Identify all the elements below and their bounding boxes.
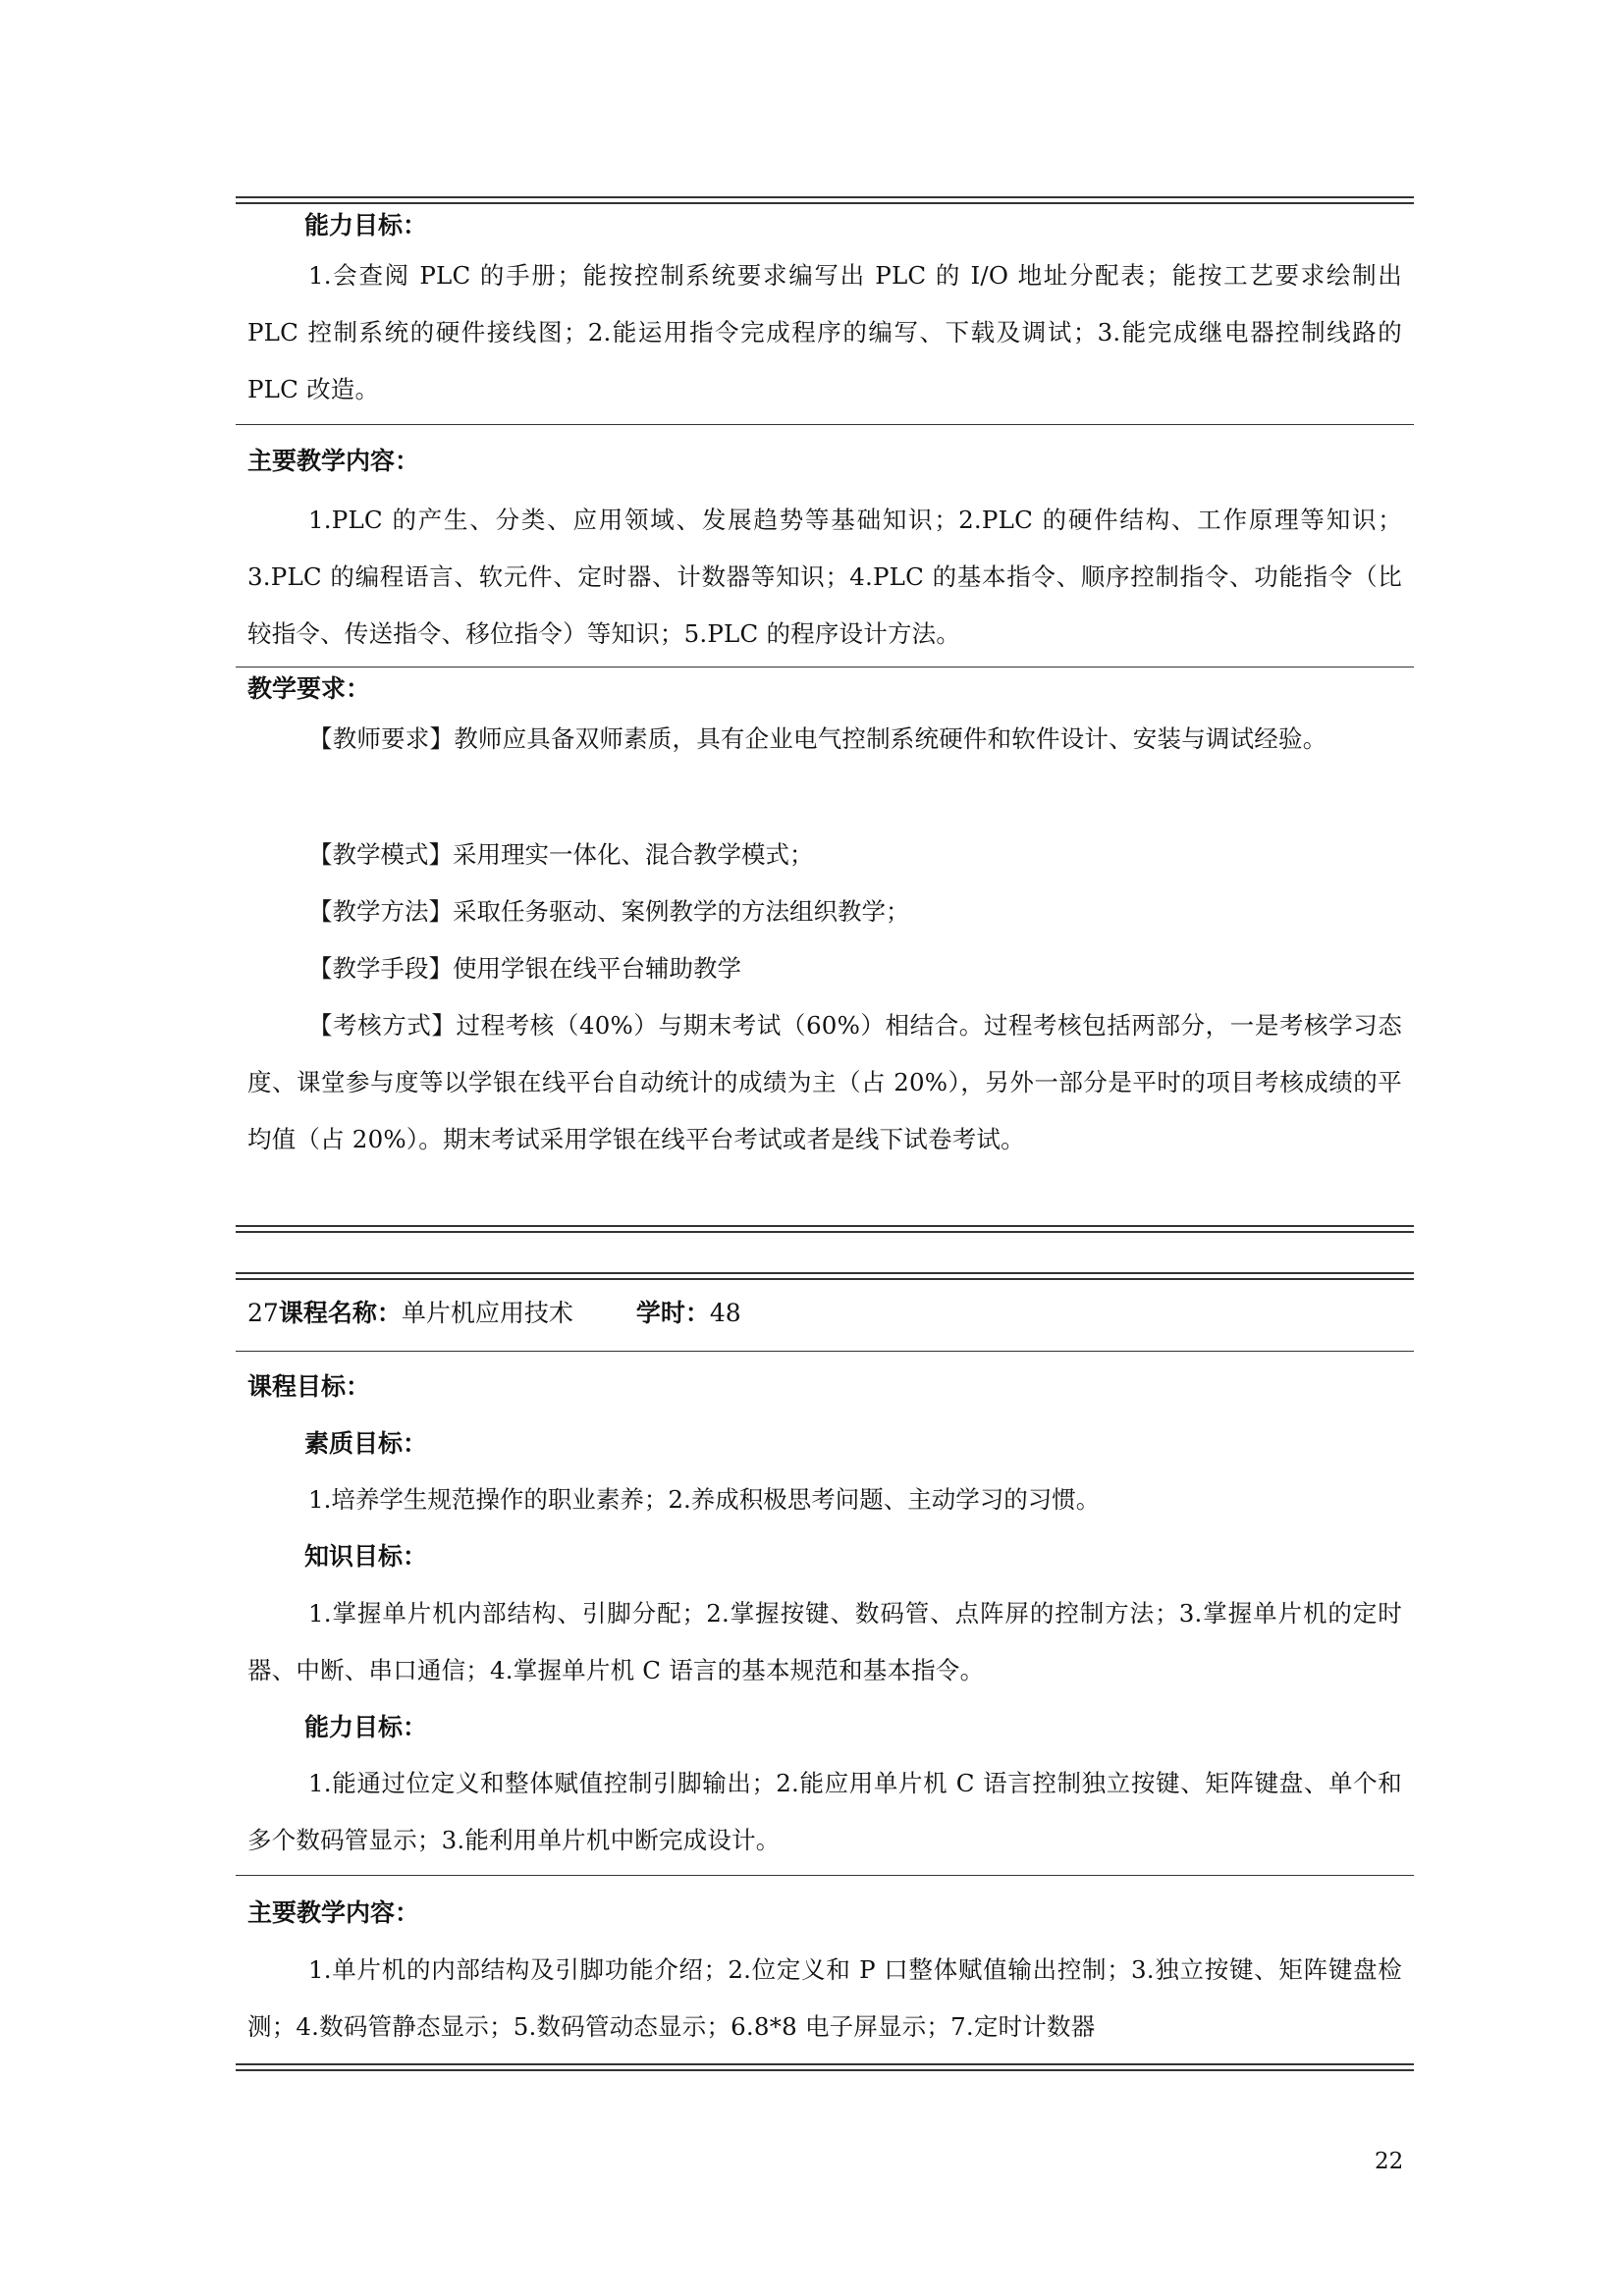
course-name: 单片机应用技术 xyxy=(401,1299,573,1327)
section2-ability-heading: 能力目标： xyxy=(304,1713,428,1741)
section2-knowledge-heading: 知识目标： xyxy=(304,1542,428,1571)
section2-knowledge-text: 1.掌握单片机内部结构、引脚分配；2.掌握按键、数码管、点阵屏的控制方法；3.掌握单片机的定时器、中断、串口通信；4.掌握单片机 C 语言的基本规范和基本指令。 xyxy=(247,1599,1402,1684)
section1-ability-text: 1.会查阅 PLC 的手册；能按控制系统要求编写出 PLC 的 I/O 地址分配表；能按工艺要求绘制出 PLC 控制系统的硬件接线图；2.能运用指令完成程序的编写、下载及调试；3.能完成继电器控制线路的 PLC 改造。 xyxy=(247,261,1402,403)
section1-teaching-mode: 【教学模式】采用理实一体化、混合教学模式； xyxy=(308,840,814,869)
course-name-label: 课程名称： xyxy=(278,1299,402,1327)
section1-content-heading: 主要教学内容： xyxy=(247,447,420,475)
section2-quality-heading: 素质目标： xyxy=(304,1429,428,1458)
course-title-row xyxy=(236,1294,1414,1333)
section1-bottom-rule xyxy=(236,1225,1414,1233)
section2-ability-text: 1.能通过位定义和整体赋值控制引脚输出；2.能应用单片机 C 语言控制独立按键、矩阵键盘、单个和多个数码管显示；3.能利用单片机中断完成设计。 xyxy=(247,1769,1402,1854)
course-hours: 48 xyxy=(709,1299,741,1327)
section2-top-rule xyxy=(236,1272,1414,1280)
section1-top-rule xyxy=(236,196,1414,204)
section1-requirement-heading: 教学要求： xyxy=(247,674,371,703)
section2-rule-2 xyxy=(236,1875,1414,1876)
section2-rule-1 xyxy=(236,1351,1414,1352)
section2-objective-heading: 课程目标： xyxy=(247,1372,371,1401)
section2-content-heading: 主要教学内容： xyxy=(247,1898,420,1927)
section2-content-text: 1.单片机的内部结构及引脚功能介绍；2.位定义和 P 口整体赋值输出控制；3.独立按键、矩阵键盘检测；4.数码管静态显示；5.数码管动态显示；6.8*8 电子屏显示；7.定时计数器 xyxy=(247,1955,1402,2041)
section2-bottom-rule xyxy=(236,2063,1414,2071)
section2-quality-text: 1.培养学生规范操作的职业素养；2.养成积极思考问题、主动学习的习惯。 xyxy=(308,1485,1101,1514)
section1-ability-heading: 能力目标： xyxy=(304,211,428,240)
section1-assessment: 【考核方式】过程考核（40%）与期末考试（60%）相结合。过程考核包括两部分，一是考核学习态度、课堂参与度等以学银在线平台自动统计的成绩为主（占 20%），另外一部分是平时的项目考核成绩的平均值（占 20%）。期末考试采用学银在线平台考试或者是线下试卷考试。 xyxy=(247,1011,1402,1153)
course-hours-label: 学时： xyxy=(635,1299,710,1327)
section1-content-text: 1.PLC 的产生、分类、应用领域、发展趋势等基础知识；2.PLC 的硬件结构、工作原理等知识；3.PLC 的编程语言、软元件、定时器、计数器等知识；4.PLC 的基本指令、顺序控制指令、功能指令（比较指令、传送指令、移位指令）等知识；5.PLC 的程序设计方法。 xyxy=(247,506,1402,648)
course-number: 27 xyxy=(247,1299,279,1327)
section1-rule-1 xyxy=(236,424,1414,425)
section1-teacher-requirement: 【教师要求】教师应具备双师素质，具有企业电气控制系统硬件和软件设计、安装与调试经验。 xyxy=(308,724,1327,753)
page-number: 22 xyxy=(1375,2149,1404,2174)
section1-teaching-method: 【教学方法】采取任务驱动、案例教学的方法组织教学； xyxy=(308,897,910,926)
section1-teaching-means: 【教学手段】使用学银在线平台辅助教学 xyxy=(308,954,741,983)
